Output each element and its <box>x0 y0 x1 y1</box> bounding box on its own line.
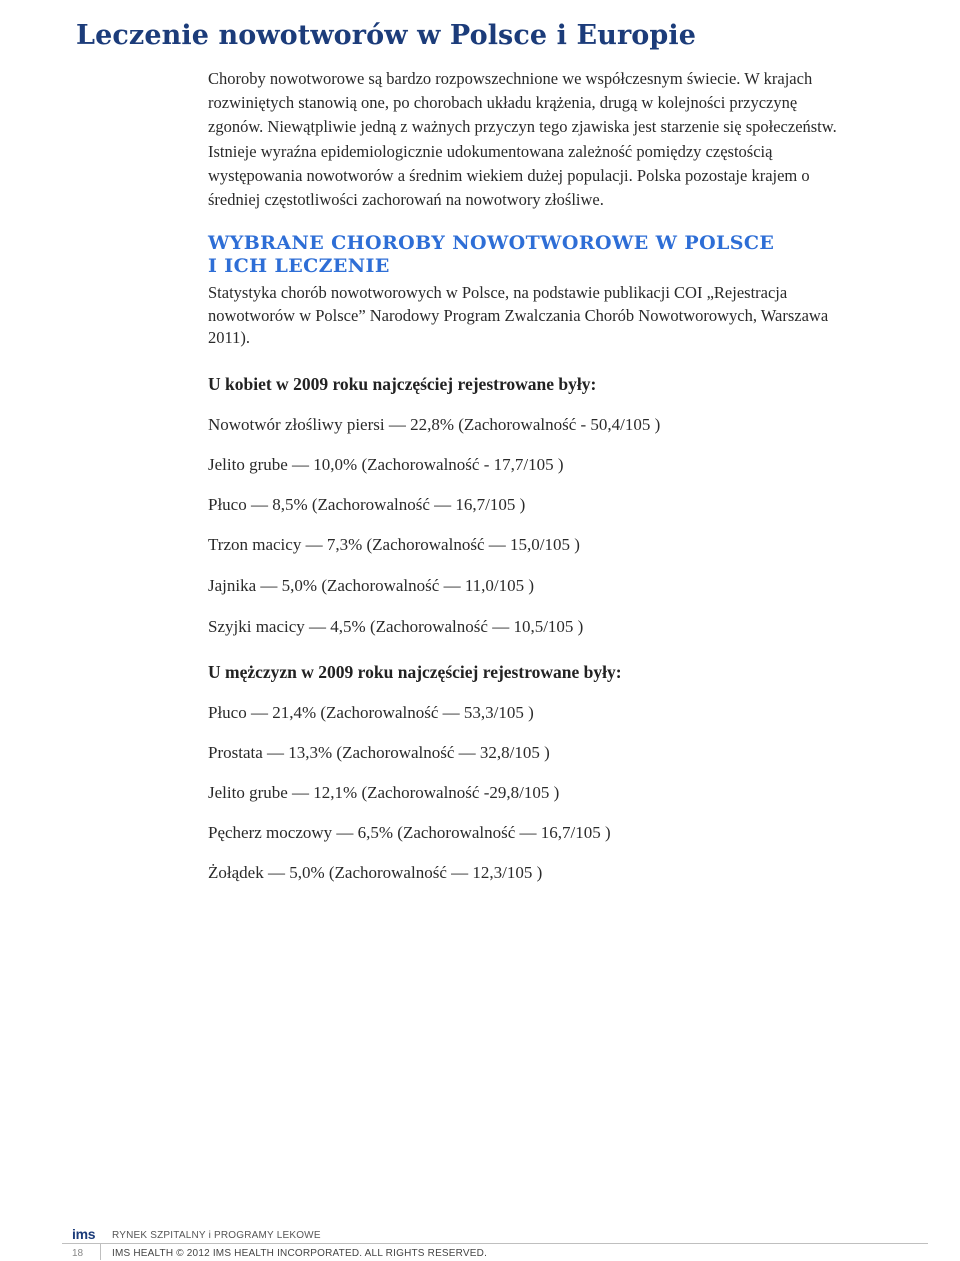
women-list-item: Płuco — 8,5% (Zachorowalność — 16,7/105 ) <box>208 495 526 514</box>
men-list-item: Prostata — 13,3% (Zachorowalność — 32,8/105 ) <box>208 743 550 762</box>
section-heading-line-2: I ICH LECZENIE <box>208 255 390 277</box>
women-list-item: Jajnika — 5,0% (Zachorowalność — 11,0/105 ) <box>208 576 535 595</box>
page-number: 18 <box>72 1248 84 1259</box>
section-heading <box>208 232 908 278</box>
section-heading-line-1: WYBRANE CHOROBY NOWOTWOROWE W POLSCE <box>208 232 775 254</box>
women-list-item: Szyjki macicy — 4,5% (Zachorowalność — 10,5/105 ) <box>208 617 584 636</box>
footer-publication-title: RYNEK SZPITALNY i PROGRAMY LEKOWE <box>112 1230 321 1241</box>
men-group-heading: U mężczyzn w 2009 roku najczęściej rejestrowane były: <box>208 662 622 682</box>
ims-logo: ims <box>72 1226 96 1242</box>
page-title: Leczenie nowotworów w Polsce i Europie <box>76 20 696 51</box>
statistics-source-paragraph: Statystyka chorób nowotworowych w Polsce, na podstawie publikacji COI „Rejestracja nowotworów w Polsce” Narodowy Program Zwalczania Chorób Nowotworowych, Warszawa 2011). <box>208 283 829 347</box>
intro-paragraph: Choroby nowotworowe są bardzo rozpowszechnione we współczesnym świecie. W krajach rozwiniętych stanowią one, po chorobach układu krążenia, drugą w kolejności przyczynę zgonów. Niewątpliwie jedną z ważnych przyczyn tego zjawiska jest starzenie się społeczeństw. Istnieje wyraźna epidemiologicznie udokumentowana zależność pomiędzy częstością występowania nowotworów a średnim wiekiem dużej populacji. Polska pozostaje krajem o średniej częstotliwości zachorowań na nowotwory złośliwe. <box>208 69 837 210</box>
men-list-item: Jelito grube — 12,1% (Zachorowalność -29,8/105 ) <box>208 783 560 802</box>
men-list-item: Żołądek — 5,0% (Zachorowalność — 12,3/105 ) <box>208 863 543 882</box>
women-list-item: Nowotwór złośliwy piersi — 22,8% (Zachorowalność - 50,4/105 ) <box>208 415 661 434</box>
men-list-item: Pęcherz moczowy — 6,5% (Zachorowalność — 16,7/105 ) <box>208 823 611 842</box>
footer-vertical-divider <box>100 1244 101 1260</box>
footer-copyright: IMS HEALTH © 2012 IMS HEALTH INCORPORATED. ALL RIGHTS RESERVED. <box>112 1248 488 1259</box>
women-group-heading: U kobiet w 2009 roku najczęściej rejestrowane były: <box>208 374 597 394</box>
footer-divider <box>62 1243 928 1244</box>
women-list-item: Jelito grube — 10,0% (Zachorowalność - 17,7/105 ) <box>208 455 564 474</box>
women-list-item: Trzon macicy — 7,3% (Zachorowalność — 15,0/105 ) <box>208 535 580 554</box>
men-list-item: Płuco — 21,4% (Zachorowalność — 53,3/105 ) <box>208 703 534 722</box>
